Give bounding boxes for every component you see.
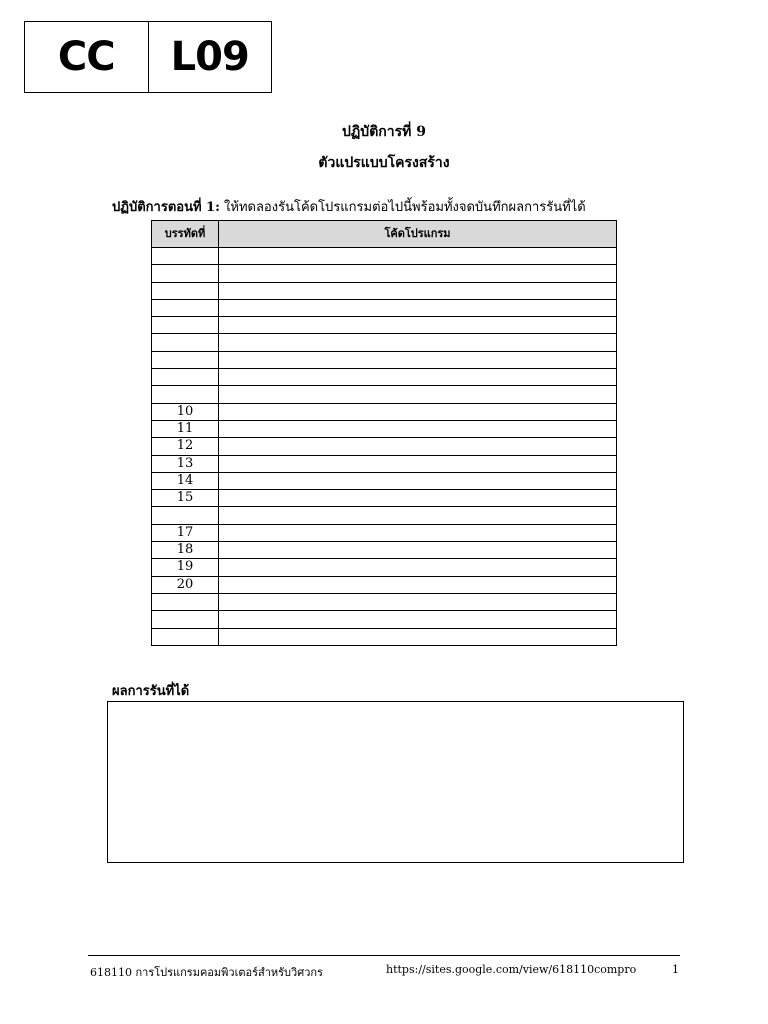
table-row — [152, 472, 617, 489]
table-row — [152, 403, 617, 420]
table-row — [152, 507, 617, 524]
table-row — [152, 559, 617, 576]
code-cell[interactable] — [219, 369, 617, 386]
line-number-cell: 18 — [152, 542, 219, 559]
column-header-line: บรรทัดที่ — [152, 221, 219, 248]
code-cell[interactable] — [219, 299, 617, 316]
footer-url[interactable]: https://sites.google.com/view/618110compro — [386, 963, 637, 976]
footer-page-number: 1 — [672, 963, 679, 976]
code-cell[interactable] — [219, 507, 617, 524]
line-number-cell — [152, 282, 219, 299]
line-number-cell — [152, 317, 219, 334]
table-row — [152, 265, 617, 282]
table-row — [152, 628, 617, 645]
table-row — [152, 420, 617, 437]
course-code: CC — [57, 34, 115, 80]
line-number-cell — [152, 265, 219, 282]
result-output-box[interactable] — [107, 701, 684, 863]
table-row — [152, 611, 617, 628]
table-row — [152, 248, 617, 265]
code-cell[interactable] — [219, 490, 617, 507]
code-cell[interactable] — [219, 438, 617, 455]
column-header-code: โค้ดโปรแกรม — [219, 221, 617, 248]
code-cell[interactable] — [219, 420, 617, 437]
line-number-cell: 14 — [152, 472, 219, 489]
instruction-text: ให้ทดลองรันโค้ดโปรแกรมต่อไปนี้พร้อมทั้งจดบันทึกผลการรันที่ได้ — [219, 200, 586, 215]
lab-subtitle: ตัวแปรแบบโครงสร้าง — [318, 155, 450, 171]
line-number-cell: 19 — [152, 559, 219, 576]
line-number-cell — [152, 351, 219, 368]
line-number-cell — [152, 507, 219, 524]
line-number-cell — [152, 628, 219, 645]
table-row — [152, 576, 617, 593]
table-row — [152, 317, 617, 334]
code-cell[interactable] — [219, 524, 617, 541]
table-row — [152, 299, 617, 316]
line-number-cell — [152, 386, 219, 403]
code-cell[interactable] — [219, 611, 617, 628]
lab-title: ปฏิบัติการที่ 9 — [342, 124, 426, 140]
table-row — [152, 282, 617, 299]
instruction — [112, 196, 586, 217]
code-cell[interactable] — [219, 386, 617, 403]
table-row — [152, 490, 617, 507]
line-number-cell — [152, 334, 219, 351]
code-cell[interactable] — [219, 282, 617, 299]
line-number-cell — [152, 299, 219, 316]
footer-course: 618110 การโปรแกรมคอมพิวเตอร์สำหรับวิศวกร — [90, 966, 323, 979]
table-row — [152, 351, 617, 368]
table-row — [152, 455, 617, 472]
line-number-cell: 11 — [152, 420, 219, 437]
lab-code-box — [24, 21, 272, 93]
code-cell[interactable] — [219, 403, 617, 420]
code-cell[interactable] — [219, 351, 617, 368]
code-cell[interactable] — [219, 248, 617, 265]
footer-divider — [88, 955, 680, 956]
line-number-cell: 12 — [152, 438, 219, 455]
table-row — [152, 438, 617, 455]
code-cell[interactable] — [219, 455, 617, 472]
line-number-cell — [152, 248, 219, 265]
code-cell[interactable] — [219, 334, 617, 351]
table-row — [152, 386, 617, 403]
line-number-cell — [152, 593, 219, 610]
code-cell[interactable] — [219, 593, 617, 610]
code-cell[interactable] — [219, 265, 617, 282]
line-number-cell — [152, 369, 219, 386]
code-cell[interactable] — [219, 542, 617, 559]
code-cell[interactable] — [219, 472, 617, 489]
table-row — [152, 524, 617, 541]
line-number-cell: 20 — [152, 576, 219, 593]
table-row — [152, 369, 617, 386]
result-label: ผลการรันที่ได้ — [112, 684, 190, 699]
instruction-label: ปฏิบัติการตอนที่ 1: — [112, 200, 220, 215]
line-number-cell: 13 — [152, 455, 219, 472]
code-cell[interactable] — [219, 576, 617, 593]
table-row — [152, 334, 617, 351]
line-number-cell: 15 — [152, 490, 219, 507]
code-cell[interactable] — [219, 559, 617, 576]
line-number-cell — [152, 611, 219, 628]
lab-number: L09 — [148, 22, 272, 92]
line-number-cell: 10 — [152, 403, 219, 420]
table-row — [152, 593, 617, 610]
code-cell[interactable] — [219, 317, 617, 334]
code-table — [151, 220, 617, 646]
line-number-cell: 17 — [152, 524, 219, 541]
code-cell[interactable] — [219, 628, 617, 645]
table-row — [152, 542, 617, 559]
